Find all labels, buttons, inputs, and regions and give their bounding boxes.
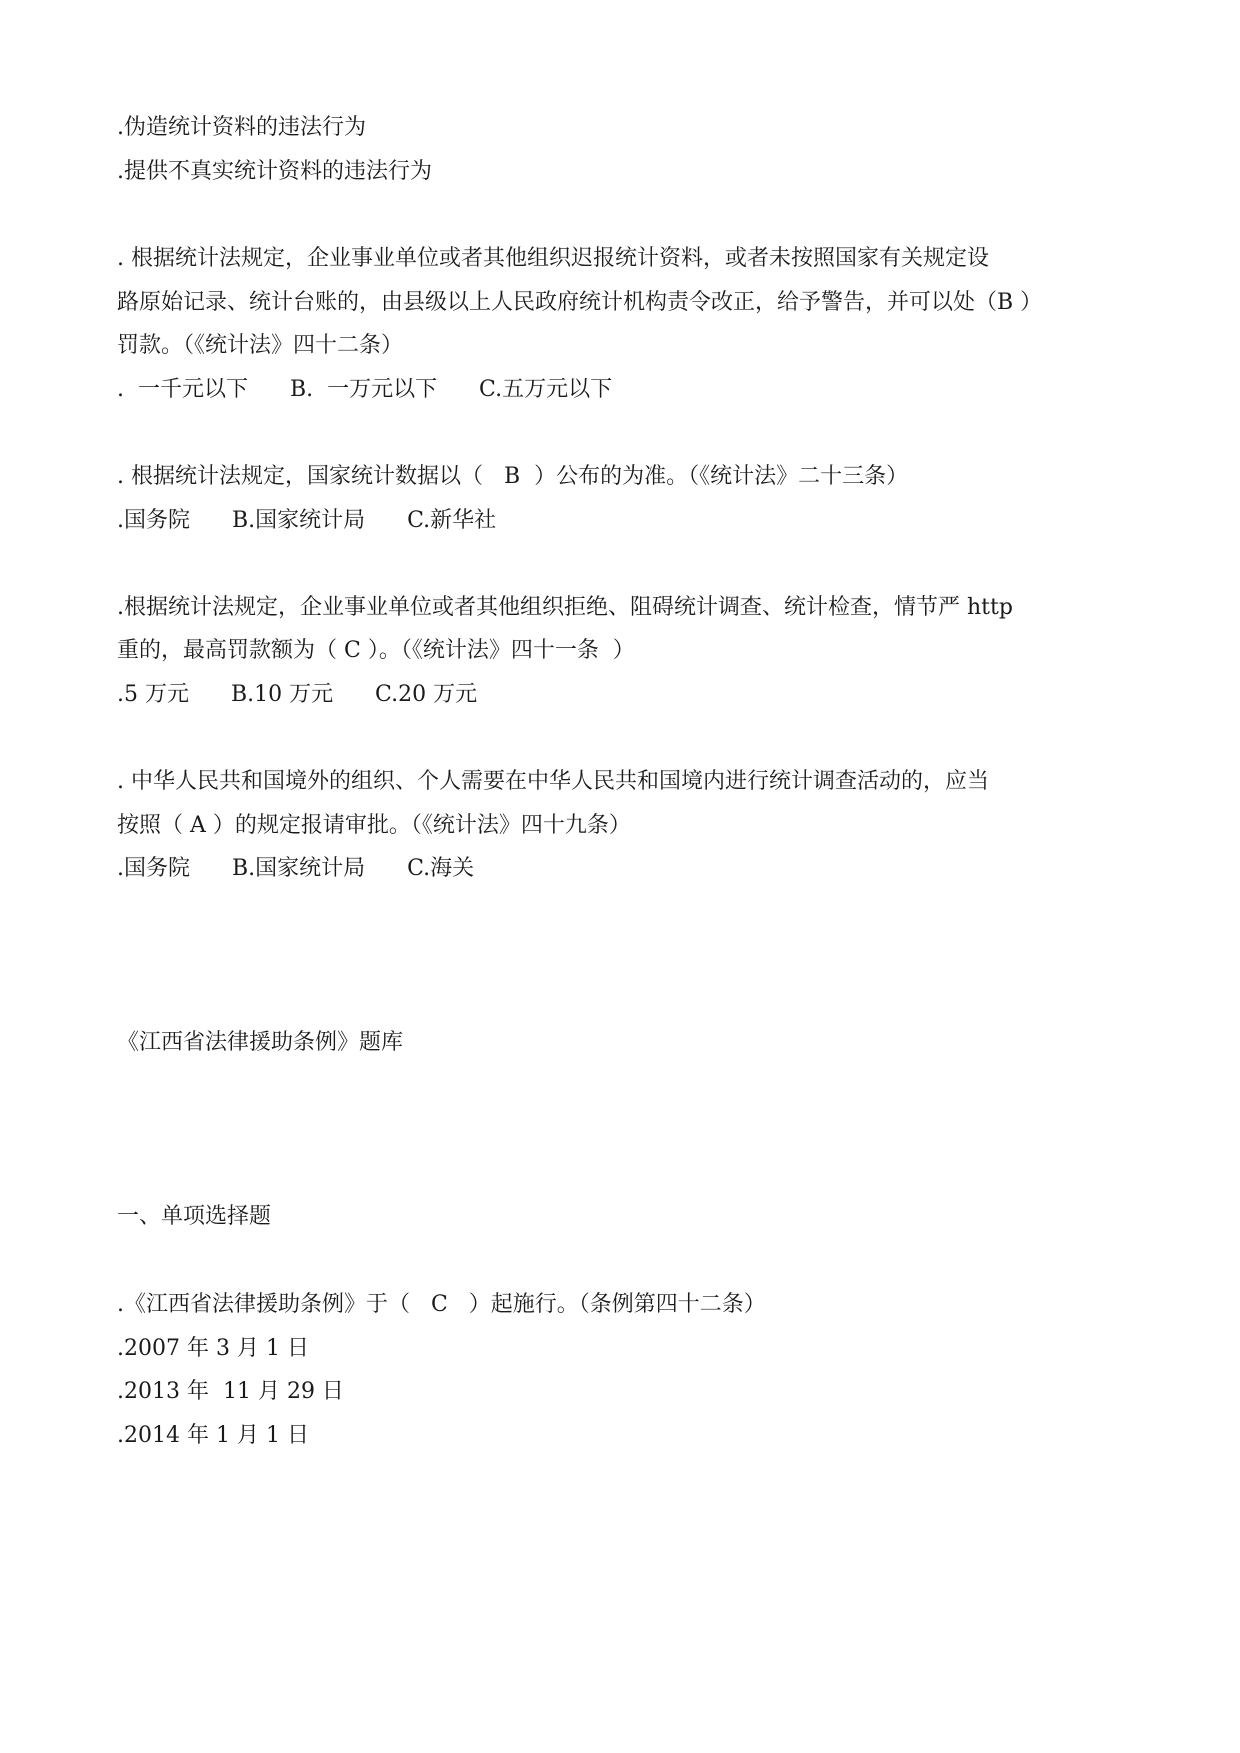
- answer-option: .2013 年 11 月 29 日: [117, 1379, 344, 1404]
- question-text: 罚款。（《统计法》四十二条）: [117, 333, 404, 358]
- answer-options: .国务院 B.国家统计局 C.海关: [117, 856, 475, 881]
- text-line: .提供不真实统计资料的违法行为: [117, 159, 432, 184]
- answer-option: .2014 年 1 月 1 日: [117, 1423, 309, 1448]
- answer-option: .2007 年 3 月 1 日: [117, 1336, 309, 1361]
- question-text: .《江西省法律援助条例》于（ C ）起施行。（条例第四十二条）: [117, 1292, 766, 1317]
- question-text: . 根据统计法规定，企业事业单位或者其他组织迟报统计资料，或者未按照国家有关规定设: [117, 246, 989, 271]
- question-text: . 根据统计法规定，国家统计数据以（ B ）公布的为准。（《统计法》二十三条）: [117, 464, 909, 489]
- subsection-heading: 一、单项选择题: [117, 1204, 272, 1229]
- text-line: .伪造统计资料的违法行为: [117, 115, 366, 140]
- question-text: 按照（ A ）的规定报请审批。（《统计法》四十九条）: [117, 813, 631, 838]
- question-text: .根据统计法规定，企业事业单位或者其他组织拒绝、阻碍统计调查、统计检查，情节严 http: [117, 595, 1013, 620]
- section-title: 《江西省法律援助条例》题库: [117, 1030, 404, 1055]
- answer-options: . 一千元以下 B. 一万元以下 C.五万元以下: [117, 377, 613, 402]
- question-text: . 中华人民共和国境外的组织、个人需要在中华人民共和国境内进行统计调查活动的，应当: [117, 769, 989, 794]
- question-text: 重的，最高罚款额为（ C ）。（《统计法》四十一条 ）: [117, 638, 635, 663]
- answer-options: .国务院 B.国家统计局 C.新华社: [117, 508, 497, 533]
- question-text: 路原始记录、统计台账的，由县级以上人民政府统计机构责令改正，给予警告，并可以处（B ）: [117, 290, 1043, 315]
- answer-options: .5 万元 B.10 万元 C.20 万元: [117, 682, 478, 707]
